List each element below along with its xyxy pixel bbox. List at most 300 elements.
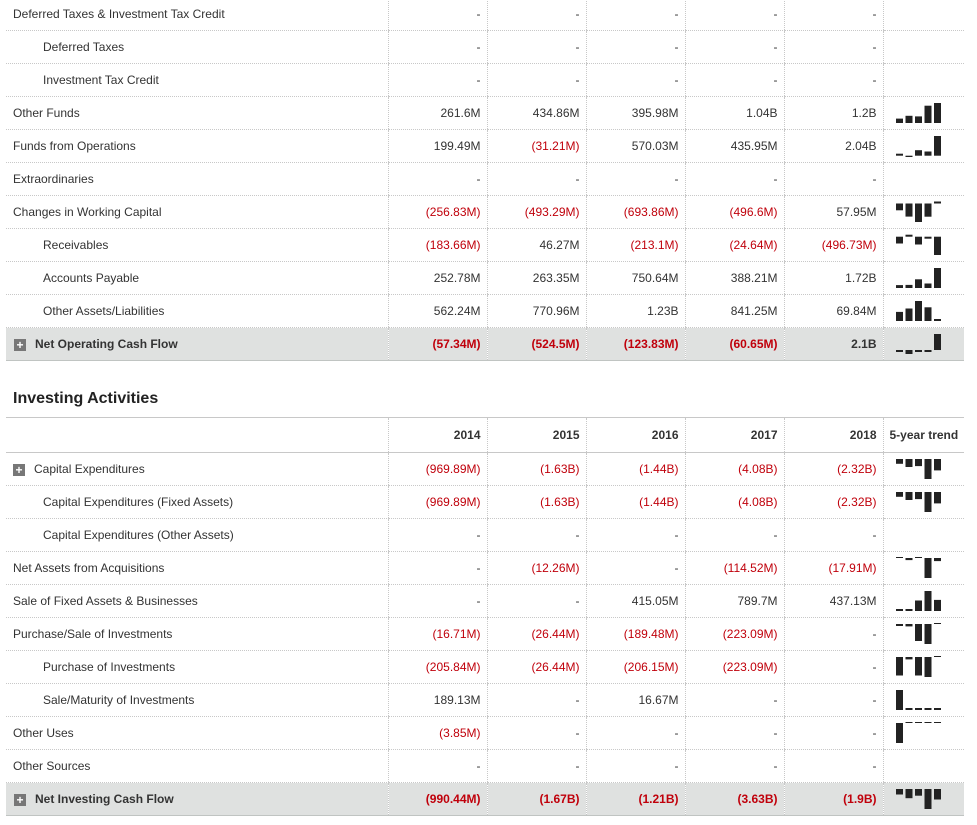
trend-bar: [924, 284, 931, 289]
trend-bar: [924, 657, 931, 677]
value-cell: 189.13M: [388, 684, 487, 717]
investing-activities-table: [6, 418, 964, 816]
value-cell: (2.32B): [784, 453, 883, 486]
value-cell: 57.95M: [784, 196, 883, 229]
value-cell: -: [487, 31, 586, 64]
total-row-net-operating-cash-flow[interactable]: [6, 328, 964, 361]
trend-bar: [924, 558, 931, 578]
value-cell: -: [685, 0, 784, 31]
row-label-text: Other Assets/Liabilities: [43, 304, 165, 318]
row-label: [6, 97, 388, 130]
trend-sparkline: [896, 689, 942, 711]
row-label: [6, 717, 388, 750]
trend-bar: [915, 722, 922, 723]
value-cell: -: [487, 64, 586, 97]
row-label-text: Purchase of Investments: [43, 660, 176, 674]
trend-sparkline: [896, 590, 942, 612]
value-cell: 750.64M: [586, 262, 685, 295]
value-cell: 562.24M: [388, 295, 487, 328]
trend-bar: [924, 722, 931, 723]
value-cell: (114.52M): [685, 552, 784, 585]
trend-bar: [924, 591, 931, 611]
row-label-text: Funds from Operations: [13, 139, 136, 153]
value-cell: (256.83M): [388, 196, 487, 229]
row-label-text: Receivables: [43, 238, 109, 252]
value-cell: -: [586, 552, 685, 585]
trend-bar: [934, 656, 941, 657]
value-cell: (493.29M): [487, 196, 586, 229]
row-label-text: Extraordinaries: [13, 172, 94, 186]
row-capital-expenditures-other-assets: [6, 519, 964, 552]
row-other-uses: [6, 717, 964, 750]
trend-bar: [934, 492, 941, 503]
value-cell: 252.78M: [388, 262, 487, 295]
trend-bar: [915, 459, 922, 466]
value-cell: (1.21B): [586, 783, 685, 816]
row-label: [6, 453, 388, 486]
trend-bar: [915, 708, 922, 710]
value-cell: -: [388, 585, 487, 618]
header-year-2017: 2017: [685, 418, 784, 453]
trend-bar: [915, 237, 922, 245]
total-row-net-investing-cash-flow[interactable]: [6, 783, 964, 816]
value-cell: -: [784, 651, 883, 684]
row-label: [6, 163, 388, 196]
value-cell: (12.26M): [487, 552, 586, 585]
trend-bar: [934, 202, 941, 204]
value-cell: -: [586, 31, 685, 64]
trend-bar: [896, 789, 903, 795]
row-extraordinaries: [6, 163, 964, 196]
trend-bar: [905, 459, 912, 467]
row-label: [6, 196, 388, 229]
trend-sparkline: [896, 557, 942, 579]
value-cell: -: [784, 717, 883, 750]
trend-sparkline: [896, 458, 942, 480]
row-label-text: Investment Tax Credit: [43, 73, 159, 87]
value-cell: -: [685, 717, 784, 750]
trend-bar: [905, 657, 912, 659]
value-cell: -: [586, 519, 685, 552]
row-deferred-taxes: [6, 31, 964, 64]
value-cell: (213.1M): [586, 229, 685, 262]
trend-bar: [934, 558, 941, 561]
trend-bar: [915, 301, 922, 321]
trend-cell: [883, 262, 964, 295]
row-label: [6, 0, 388, 31]
value-cell: -: [388, 519, 487, 552]
trend-bar: [924, 624, 931, 644]
value-cell: 46.27M: [487, 229, 586, 262]
row-label-text: Deferred Taxes: [43, 40, 125, 54]
row-capital-expenditures-fixed-assets: [6, 486, 964, 519]
value-cell: 263.35M: [487, 262, 586, 295]
trend-bar: [934, 459, 941, 470]
value-cell: -: [784, 163, 883, 196]
trend-bar: [934, 708, 941, 710]
value-cell: (1.67B): [487, 783, 586, 816]
value-cell: 395.98M: [586, 97, 685, 130]
trend-bar: [905, 624, 912, 626]
trend-bar: [905, 708, 912, 710]
row-sale-of-fixed-assets-businesses: [6, 585, 964, 618]
trend-bar: [934, 722, 941, 723]
value-cell: 1.2B: [784, 97, 883, 130]
trend-cell: [883, 31, 964, 64]
value-cell: (31.21M): [487, 130, 586, 163]
trend-bar: [924, 708, 931, 710]
value-cell: (26.44M): [487, 618, 586, 651]
trend-bar: [924, 789, 931, 809]
trend-bar: [896, 459, 903, 464]
value-cell: 388.21M: [685, 262, 784, 295]
trend-bar: [915, 204, 922, 223]
trend-bar: [915, 279, 922, 288]
trend-bar: [896, 285, 903, 288]
trend-bar: [924, 237, 931, 239]
trend-sparkline: [896, 300, 942, 322]
row-label-text: Sale/Maturity of Investments: [43, 693, 195, 707]
value-cell: (183.66M): [388, 229, 487, 262]
value-cell: (16.71M): [388, 618, 487, 651]
trend-cell: [883, 783, 964, 816]
value-cell: 261.6M: [388, 97, 487, 130]
value-cell: -: [586, 750, 685, 783]
row-changes-in-working-capital: [6, 196, 964, 229]
header-year-2014: 2014: [388, 418, 487, 453]
trend-cell: [883, 684, 964, 717]
trend-bar: [924, 350, 931, 352]
header-year-2015: 2015: [487, 418, 586, 453]
trend-sparkline: [896, 201, 942, 223]
value-cell: 2.04B: [784, 130, 883, 163]
value-cell: 789.7M: [685, 585, 784, 618]
trend-cell: [883, 618, 964, 651]
value-cell: (496.73M): [784, 229, 883, 262]
trend-bar: [896, 312, 903, 321]
value-cell: (206.15M): [586, 651, 685, 684]
row-label-text: Sale of Fixed Assets & Businesses: [13, 594, 198, 608]
trend-bar: [915, 350, 922, 352]
trend-bar: [896, 237, 903, 244]
row-label: [6, 651, 388, 684]
value-cell: 415.05M: [586, 585, 685, 618]
trend-cell: [883, 552, 964, 585]
row-investment-tax-credit: [6, 64, 964, 97]
value-cell: -: [586, 717, 685, 750]
row-label-text: Capital Expenditures: [34, 462, 145, 476]
row-label-text: Changes in Working Capital: [13, 205, 162, 219]
value-cell: (223.09M): [685, 651, 784, 684]
value-cell: (189.48M): [586, 618, 685, 651]
value-cell: -: [784, 0, 883, 31]
trend-bar: [896, 492, 903, 497]
value-cell: -: [487, 519, 586, 552]
trend-bar: [905, 492, 912, 500]
value-cell: (2.32B): [784, 486, 883, 519]
row-deferred-taxes-investment-tax-credit: [6, 0, 964, 31]
value-cell: -: [388, 64, 487, 97]
trend-cell: [883, 97, 964, 130]
row-net-assets-from-acquisitions: [6, 552, 964, 585]
trend-bar: [934, 789, 941, 800]
trend-bar: [905, 722, 912, 723]
value-cell: 2.1B: [784, 328, 883, 361]
row-label: [6, 295, 388, 328]
trend-bar: [905, 558, 912, 560]
value-cell: 437.13M: [784, 585, 883, 618]
row-label-text: Purchase/Sale of Investments: [13, 627, 173, 641]
header-year-2016: 2016: [586, 418, 685, 453]
row-label: [6, 519, 388, 552]
trend-cell: [883, 229, 964, 262]
trend-bar: [915, 789, 922, 796]
trend-bar: [934, 103, 941, 123]
value-cell: 199.49M: [388, 130, 487, 163]
trend-sparkline: [896, 491, 942, 513]
value-cell: 16.67M: [586, 684, 685, 717]
trend-sparkline: [896, 333, 942, 355]
row-label: [6, 262, 388, 295]
expand-plus-icon[interactable]: +: [14, 339, 26, 351]
value-cell: -: [487, 585, 586, 618]
trend-bar: [915, 557, 922, 558]
trend-sparkline: [896, 722, 942, 744]
trend-bar: [915, 624, 922, 641]
trend-bar: [924, 204, 931, 217]
row-funds-from-operations: [6, 130, 964, 163]
row-purchase-sale-of-investments: [6, 618, 964, 651]
trend-cell: [883, 519, 964, 552]
trend-bar: [905, 350, 912, 354]
trend-bar: [905, 204, 912, 217]
value-cell: (496.6M): [685, 196, 784, 229]
row-label: [6, 618, 388, 651]
header-label-spacer: [6, 418, 388, 453]
trend-bar: [934, 600, 941, 611]
trend-bar: [934, 623, 941, 624]
value-cell: (223.09M): [685, 618, 784, 651]
trend-bar: [896, 624, 903, 626]
value-cell: (1.63B): [487, 453, 586, 486]
trend-bar: [924, 307, 931, 321]
value-cell: 434.86M: [487, 97, 586, 130]
value-cell: (123.83M): [586, 328, 685, 361]
row-label: [6, 486, 388, 519]
value-cell: -: [685, 163, 784, 196]
trend-bar: [924, 106, 931, 123]
value-cell: -: [685, 750, 784, 783]
row-label-text: Capital Expenditures (Other Assets): [43, 528, 234, 542]
trend-bar: [896, 690, 903, 710]
value-cell: -: [388, 0, 487, 31]
value-cell: 841.25M: [685, 295, 784, 328]
value-cell: (969.89M): [388, 453, 487, 486]
trend-cell: [883, 130, 964, 163]
trend-bar: [905, 609, 912, 611]
row-label: [6, 552, 388, 585]
value-cell: (205.84M): [388, 651, 487, 684]
trend-cell: [883, 295, 964, 328]
trend-cell: [883, 651, 964, 684]
trend-bar: [915, 492, 922, 499]
trend-cell: [883, 585, 964, 618]
value-cell: (990.44M): [388, 783, 487, 816]
trend-bar: [924, 152, 931, 156]
row-label-text: Net Investing Cash Flow: [35, 792, 174, 806]
expand-plus-icon[interactable]: +: [13, 464, 25, 476]
value-cell: (60.65M): [685, 328, 784, 361]
value-cell: -: [784, 519, 883, 552]
trend-sparkline: [896, 234, 942, 256]
row-label-text: Accounts Payable: [43, 271, 140, 285]
row-label: [6, 783, 388, 816]
trend-sparkline: [896, 135, 942, 157]
row-other-sources: [6, 750, 964, 783]
value-cell: 1.23B: [586, 295, 685, 328]
trend-bar: [934, 268, 941, 288]
trend-bar: [915, 116, 922, 123]
value-cell: -: [487, 163, 586, 196]
trend-bar: [905, 285, 912, 288]
row-sale-maturity-of-investments: [6, 684, 964, 717]
trend-cell: [883, 163, 964, 196]
trend-bar: [924, 459, 931, 479]
trend-bar: [896, 557, 903, 558]
value-cell: -: [685, 684, 784, 717]
value-cell: -: [388, 163, 487, 196]
header-year-2018: 2018: [784, 418, 883, 453]
value-cell: (524.5M): [487, 328, 586, 361]
header-row: [6, 418, 964, 453]
row-accounts-payable: [6, 262, 964, 295]
value-cell: -: [487, 0, 586, 31]
trend-bar: [896, 723, 903, 743]
trend-cell: [883, 0, 964, 31]
row-label: [6, 229, 388, 262]
row-label: [6, 684, 388, 717]
value-cell: -: [685, 64, 784, 97]
expand-plus-icon[interactable]: +: [14, 794, 26, 806]
trend-bar: [915, 601, 922, 612]
value-cell: -: [586, 0, 685, 31]
value-cell: -: [388, 31, 487, 64]
trend-sparkline: [896, 656, 942, 678]
value-cell: -: [487, 717, 586, 750]
trend-bar: [905, 156, 912, 157]
row-label: [6, 130, 388, 163]
row-capital-expenditures[interactable]: [6, 453, 964, 486]
value-cell: 435.95M: [685, 130, 784, 163]
trend-bar: [896, 119, 903, 123]
row-label-text: Deferred Taxes & Investment Tax Credit: [13, 7, 225, 21]
trend-bar: [915, 150, 922, 156]
trend-cell: [883, 486, 964, 519]
trend-bar: [924, 492, 931, 512]
row-label-text: Other Uses: [13, 726, 74, 740]
value-cell: -: [487, 684, 586, 717]
trend-bar: [896, 204, 903, 211]
trend-sparkline: [896, 788, 942, 810]
value-cell: -: [586, 64, 685, 97]
value-cell: -: [784, 64, 883, 97]
row-purchase-of-investments: [6, 651, 964, 684]
trend-bar: [896, 657, 903, 676]
trend-bar: [905, 235, 912, 237]
row-other-assets-liabilities: [6, 295, 964, 328]
row-label-text: Other Funds: [13, 106, 80, 120]
value-cell: (17.91M): [784, 552, 883, 585]
trend-bar: [896, 154, 903, 156]
row-receivables: [6, 229, 964, 262]
value-cell: (26.44M): [487, 651, 586, 684]
trend-bar: [896, 609, 903, 611]
trend-cell: [883, 750, 964, 783]
value-cell: -: [685, 31, 784, 64]
value-cell: -: [685, 519, 784, 552]
trend-sparkline: [896, 102, 942, 124]
value-cell: -: [784, 750, 883, 783]
value-cell: (4.08B): [685, 453, 784, 486]
value-cell: (24.64M): [685, 229, 784, 262]
row-label: [6, 328, 388, 361]
row-label: [6, 31, 388, 64]
value-cell: -: [586, 163, 685, 196]
header-5-year-trend: 5-year trend: [883, 418, 964, 453]
value-cell: -: [388, 750, 487, 783]
value-cell: -: [487, 750, 586, 783]
row-label-text: Capital Expenditures (Fixed Assets): [43, 495, 234, 509]
value-cell: 770.96M: [487, 295, 586, 328]
value-cell: 69.84M: [784, 295, 883, 328]
trend-bar: [934, 334, 941, 350]
value-cell: 1.72B: [784, 262, 883, 295]
value-cell: (4.08B): [685, 486, 784, 519]
row-label-text: Net Operating Cash Flow: [35, 337, 178, 351]
trend-cell: [883, 328, 964, 361]
value-cell: (1.44B): [586, 453, 685, 486]
trend-bar: [896, 350, 903, 352]
operating-activities-table: [6, 0, 964, 361]
value-cell: (1.9B): [784, 783, 883, 816]
value-cell: (57.34M): [388, 328, 487, 361]
value-cell: -: [784, 684, 883, 717]
value-cell: -: [388, 552, 487, 585]
row-label-text: Net Assets from Acquisitions: [13, 561, 165, 575]
trend-sparkline: [896, 267, 942, 289]
trend-bar: [915, 657, 922, 676]
row-label: [6, 64, 388, 97]
trend-bar: [905, 789, 912, 798]
trend-bar: [934, 319, 941, 321]
trend-cell: [883, 196, 964, 229]
value-cell: (3.85M): [388, 717, 487, 750]
value-cell: (1.44B): [586, 486, 685, 519]
trend-cell: [883, 453, 964, 486]
row-label-text: Other Sources: [13, 759, 91, 773]
value-cell: (3.63B): [685, 783, 784, 816]
trend-bar: [905, 309, 912, 322]
row-label: [6, 750, 388, 783]
value-cell: -: [784, 31, 883, 64]
value-cell: 570.03M: [586, 130, 685, 163]
value-cell: -: [784, 618, 883, 651]
value-cell: 1.04B: [685, 97, 784, 130]
value-cell: (693.86M): [586, 196, 685, 229]
trend-cell: [883, 717, 964, 750]
trend-bar: [905, 116, 912, 123]
trend-sparkline: [896, 623, 942, 645]
